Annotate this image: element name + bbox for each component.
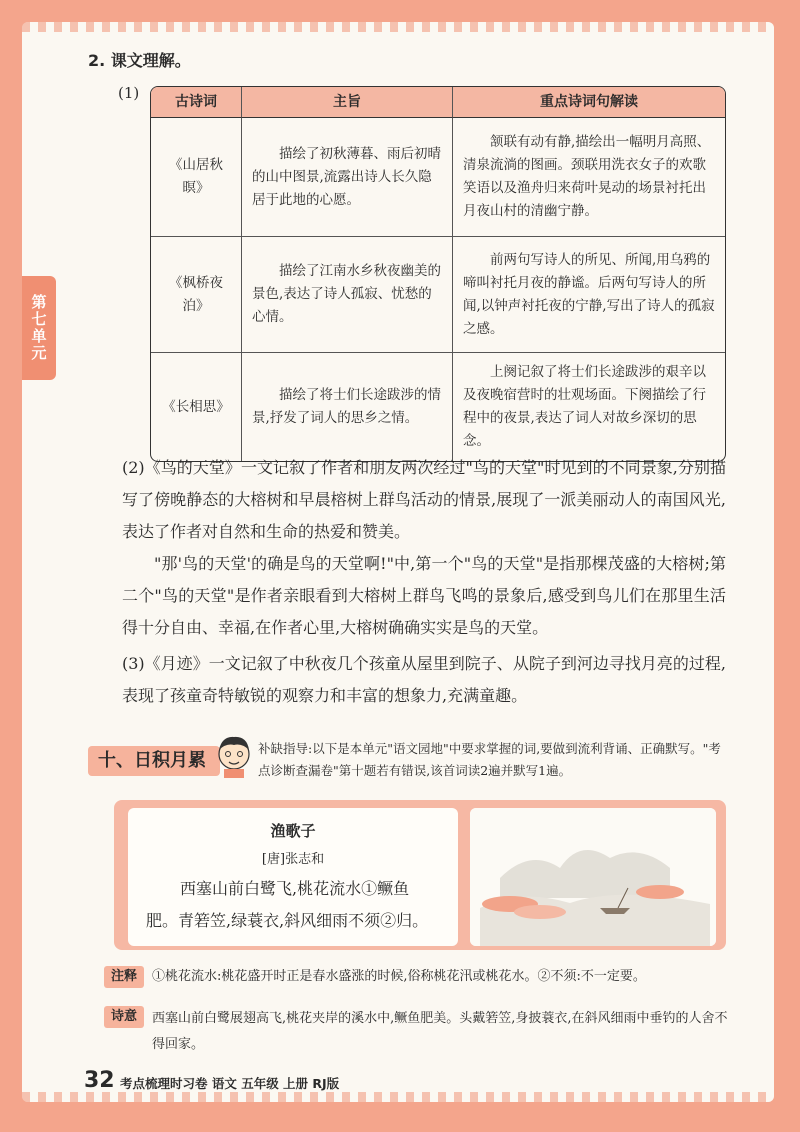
table-cell-reading: 上阕记叙了将士们长途跋涉的艰辛以及夜晚宿营时的壮观场面。下阕描绘了行程中的夜景,表达了词人对故乡深切的思念。: [452, 352, 725, 461]
section-10-title: 十、日积月累: [88, 746, 220, 776]
poem-author: [唐]张志和: [261, 852, 325, 867]
table-cell-reading: 颔联有动有静,描绘出一幅明月高照、清泉流淌的图画。颈联用洗衣女子的欢歌笑语以及渔舟归来荷叶晃动的场景衬托出月夜山村的清幽宁静。: [452, 118, 725, 236]
table-row: [151, 236, 725, 352]
table-header-reading: 重点诗词句解读: [452, 87, 725, 118]
poem-line: 西塞山前白鹭飞,桃花流水①鳜鱼: [180, 879, 410, 898]
table-cell-poem: 《长相思》: [151, 352, 241, 461]
table-cell-poem: 《枫桥夜泊》: [151, 236, 241, 352]
unit-tab: 第七单元: [22, 276, 56, 380]
table-header-row: [151, 87, 725, 118]
note-text: ①桃花流水:桃花盛开时正是春水盛涨的时候,俗称桃花汛或桃花水。②不须:不一定要。: [152, 969, 646, 984]
page-edge-bottom: [22, 1092, 774, 1102]
table-cell-poem: 《山居秋暝》: [169, 157, 223, 196]
poem-title: 渔歌子: [270, 822, 316, 840]
table-row: [151, 352, 725, 461]
paragraph-bird-paradise-analysis: "那'鸟的天堂'的确是鸟的天堂啊!"中,第一个"鸟的天堂"是指那棵茂盛的大榕树;第二个"鸟的天堂"是作者亲眼看到大榕树上群鸟飞鸣的景象后,感受到鸟儿们在那里生活得十分自由、幸福,在作者心里,大榕树确确实实是鸟的天堂。: [122, 554, 726, 637]
poem-meaning-text: 西塞山前白鹭展翅高飞,桃花夹岸的溪水中,鳜鱼肥美。头戴箬笠,身披蓑衣,在斜风细雨中垂钓的人舍不得回家。: [152, 1011, 728, 1052]
landscape-illustration: [470, 808, 716, 946]
poem-meaning-label: 诗意: [104, 1006, 144, 1028]
page-number: 32: [84, 1068, 115, 1093]
table-header-poem: 古诗词: [151, 87, 241, 118]
table-cell-theme: 描绘了初秋薄暮、雨后初晴的山中图景,流露出诗人长久隐居于此地的心愿。: [241, 118, 452, 236]
poem-line: 肥。青箬笠,绿蓑衣,斜风细雨不须②归。: [146, 911, 429, 930]
footer-text: 考点梳理时习卷 语文 五年级 上册 RJ版: [120, 1076, 340, 1091]
note-label: 注释: [104, 966, 144, 988]
paragraph-moon-trace: (3)《月迹》一文记叙了中秋夜几个孩童从屋里到院子、从院子到河边寻找月亮的过程,表现了孩童奇特敏锐的观察力和丰富的想象力,充满童趣。: [122, 654, 726, 705]
table-cell-reading: 前两句写诗人的所见、所闻,用乌鸦的啼叫衬托月夜的静谧。后两句写诗人的所闻,以钟声衬托夜的宁静,写出了诗人的孤寂之感。: [452, 236, 725, 352]
section-2-title: 2. 课文理解。: [88, 51, 191, 70]
sub-item-1-mark: (1): [118, 84, 140, 102]
poem-table: [150, 86, 726, 462]
table-cell-theme: 描绘了将士们长途跋涉的情景,抒发了词人的思乡之情。: [241, 352, 452, 461]
page-edge-top: [22, 22, 774, 32]
table-cell-theme: 描绘了江南水乡秋夜幽美的景色,表达了诗人孤寂、忧愁的心情。: [241, 236, 452, 352]
table-header-theme: 主旨: [241, 87, 452, 118]
supplement-hint: 补缺指导:以下是本单元"语文园地"中要求掌握的词,要做到流利背诵、正确默写。"考点诊断查漏卷"第十题若有错误,该首词读2遍并默写1遍。: [258, 741, 721, 778]
table-row: [151, 118, 725, 236]
student-avatar-icon: [214, 734, 254, 778]
poem-card: [128, 808, 458, 946]
paragraph-bird-paradise: (2)《鸟的天堂》一文记叙了作者和朋友两次经过"鸟的天堂"时见到的不同景象,分别描写了傍晚静态的大榕树和早晨榕树上群鸟活动的情景,展现了一派美丽动人的南国风光,表达了作者对自然和生命的热爱和赞美。: [122, 458, 726, 541]
